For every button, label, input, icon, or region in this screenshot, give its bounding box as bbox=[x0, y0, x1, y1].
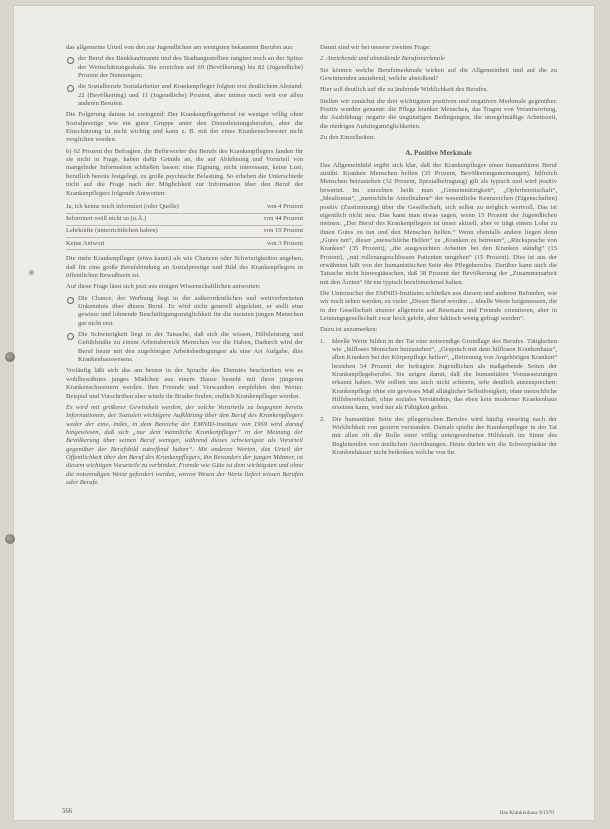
binder-hole-top bbox=[5, 352, 15, 362]
table-row bbox=[66, 238, 303, 250]
left-column bbox=[66, 44, 303, 490]
table-cell-value: von 4 Prozent bbox=[235, 202, 303, 214]
paragraph: Dazu ist anzumerken: bbox=[320, 326, 378, 334]
paragraph: b) 62 Prozent der Befragten, die Befürworter des Berufs des Krankenpflegers fanden für sie nicht in Frage, haben dafür Gründe an, die auf Ablehnung und Vorurteil von mangelnder Information schließen lassen: eine Eignung, nicht interessant, keine Lust, beruflich bereits festgelegt, zu große psychische Belastung. So erheben die Unterschiede nicht auf die Frage nach der Möglichkeit zur Information über den Beruf der Krankenpflegers folgende Antworten: bbox=[66, 147, 303, 197]
bullet-item: der Beruf des Bankkaufmanns und des Stadtangestellten rangiert noch an der Spitze der Wertschätzungsskala. Sie erreichen auf 69 (Bevölkerung) bis 82 (Jugendliche) Prozent der Nennungen; bbox=[66, 55, 303, 80]
top-bullet-list bbox=[66, 55, 303, 108]
paragraph: Hier soll deutlich auf die zu ändernde Wirklichkeit des Berufes. bbox=[320, 86, 489, 94]
bullet-item: die Sozialberufe Sozialarbeiter und Krankenpfleger folgten erst deutlichem Abstand: 22 (Bevölkerung) und 11 (Jugendliche) Prozent, aber immer noch weit vor allen anderen Berufen. bbox=[66, 83, 303, 108]
paragraph: Zu den Einzelheiten: bbox=[320, 134, 375, 142]
table-row bbox=[66, 202, 303, 214]
margin-pencil-mark: ⊛ bbox=[28, 268, 35, 277]
table-cell-label: Informiert weiß nicht so (u.Ä.) bbox=[66, 213, 235, 225]
right-column bbox=[320, 44, 557, 460]
paragraph: Die Untersucher der EMNID-Institutes schließen aus diesem und anderen Befunden, wie wir noch sehen werden, zu vieler „Dieser Beruf werden ... ideelle Werte beigemessen, die in der Gesellschaft unserer allgemein auf Resonanz und Freunde orientieren, aber in Leistungsgesellschaft zwar hoch gelobt, aber faktisch wenig gefragt werden“. bbox=[320, 289, 557, 322]
item-number: 2. bbox=[320, 415, 325, 423]
paragraph: Damit sind wir bei unserer zweiten Frage: bbox=[320, 44, 431, 51]
table-cell-value: von 19 Prozent bbox=[235, 226, 303, 238]
table-cell-value: von 3 Prozent bbox=[235, 238, 303, 250]
journal-footer: Das Krankenhaus 9/1970 bbox=[499, 810, 554, 816]
bullet-item: Die Schwierigkeit liegt in der Tatsache, daß sich die wissen, Hilfeleistung und Gefühlsnähe zu einem Arbeitsbereich Menschen vor die Haben, Dadurch wird der Beruf heute mit den zugehörigen Arbeitsbedingungen als eine Art Aufgabe, dies Krankenhauswesens. bbox=[66, 331, 303, 364]
document-page bbox=[14, 6, 594, 820]
table-row bbox=[66, 226, 303, 238]
item-text: Die humanitäre Seite des pflegerischen Berufes wird häufig einseitig nach der Wirklichkeit von gestern verstanden. Damals spielte der Krankenpfleger in der Tat mit allen oft die Rolle einer völlig untergeordneten Hilfskraft im Sinne des Begleitenden von ärztlichen Anordnungen. Heute dürfen wir die Schwerpunkte der Krankenhäuser nicht bedenken welche von ihr. bbox=[332, 415, 557, 457]
paragraph: Sie können welche Berufsmerkmale wirken auf die Allgemeinheit und auf die zu Gewinnenden anziehend, welche abstoßend? bbox=[320, 66, 557, 83]
paragraph: Die mehr Krankenpfleger (etwa kaum) als wie Chancen oder Schwierigkeiten angeben, daß für eine große Berufsbindung an Sozialprestige und Bild des Krankenpflegers in öffentlichen Bewußtsein ist. bbox=[66, 255, 303, 280]
mid-bullet-list bbox=[66, 295, 303, 365]
numbered-item bbox=[320, 416, 557, 458]
binder-hole-bottom bbox=[5, 534, 15, 544]
paragraph: Die Folgerung daraus ist zwingend: Der Krankenpflegerberuf ist weniger völlig ohne Sozialprestige wie ein guter Gruppe unter den Dienstleistungsberufen, aber die Einschätzung ist nicht wichtig und kann z. B. mit der eines Krankenschwester nicht verglichen werden. bbox=[66, 111, 303, 144]
table-cell-value: von 44 Prozent bbox=[235, 213, 303, 225]
paragraph: Stellen wir zunächst die drei wichtigsten positiven und negativen Merkmale gegenüber. Positiv wurden genannt: die Pflege kranker Menschen, das Tragen von Verantwortung, die Ausbildung: negativ die ungünstigen Bedingungen, die unregelmäßige Arbeitszeit, die niedrigen Aufstiegsmöglichkeiten. bbox=[320, 97, 557, 130]
numbered-item bbox=[320, 338, 557, 413]
paragraph: Das Allgemeinbild ergibt sich klar, daß der Krankenpfleger einen humanitären Beruf ausübt. Kranken Menschen helfen (35 Prozent, Bevölkerungsmeinungen), hilfreich Menschen beizustehen (32 Prozent, Spezialbefragung) gilt als typisch und wird positiv bewertet. Im einzelnen heißt man „Gemeinnützigkeit“, „Opferbereitschaft“, „Idealismus“, „menschliche Anteilnahme“ der wesentliche Kennzeichen (Eigenschaften) positiv (Zustimmung) über die Gesellschaft, sich selbst zu möglich wertvoll. Das ist eigentlich nicht neu. Das kann man etwas sagen, wenn 15 Prozent der Jugendlichen meinen: „Der Beruf des Krankenpflegers ist unser aktuell, aber er trägt einem Lohn zu ihnen Gutes zu tun und den Menschen helfen.“ Wenn ebenfalls andere liegen denn „Gutes tun“, dieser „menschliche Helfen“ zu „Kranken zu betreuen“, „Rücksprache von Kranken“ (35 Prozent), „die ausgesuchten Arbeiten bei den Kranken ständig“ (15 Prozent), „mit rollenangeschlossen Patienten umgehen“ (15 Prozent). Dies ist aus der erwähnten hält von der humanistischen Seite des Pflegeberufes. Darüber kann auch die Tatsache nicht hinwegtäuschen, daß 38 Prozent der Bevölkerung der „Zusammenarbeit mit den Ärzten“ für ein typisch berufsmerkmal halten. bbox=[320, 161, 557, 286]
table-cell-label: Lehrkräfte (unterrichtlichen haben) bbox=[66, 226, 235, 238]
paragraph: Vorläufig läßt sich das am besten in der Sprache des Dienstes beschreiben wie es wohlbewährtes junges Mädchen aus einem Hause besteht mit ihren jüngeren Krankenschwestern werden. Ihre Freunde und Verwandten empfehlen den Weiter. Beispiel und Vorschriften aber würde ihr Bruder finden, endlich Krankenpfleger werden. bbox=[66, 367, 303, 400]
section-subtitle: 2. Anziehende und abstoßende Berufsmerkmale bbox=[320, 55, 445, 63]
bullet-item: Die Chance, der Werbung liegt in der außerordentlichen und weitverbreiteten Unkenntnis über diesen Beruf. Er wird nicht generell abgelehnt, er stellt eine gewisse und lohnende Beschäftigungsmöglichkeit für die meisten jungen Menschen gar nicht erst. bbox=[66, 295, 303, 328]
italic-paragraph: Es wird mit größerer Gewissheit werden, der solche Vorurteile zu begegnen bereits Informationen, der Sozialen wichtigere Aufklärung über den Beruf des Krankenpflegers weder der eine, indes, in dem Bereiche der EMNID-Institute von 1969 wird darauf hingewiesen, daß sich „nur dem männliche Krankenpfleger“ in der Meinung der Bevölkerung über seinen Beruf weniger, während dieses schwierigste als Vorurteil gegenüber der Berufsbild zutreffend haben“. Mit anderen Worten, das Urteil der Öffentlichkeit über den Beruf des Krankenpflegers, ihn Besonders der jungen Männer, ist diesem wichtigen Vorurteile zu verbinden. Fremde wie Güte ist dem wichtigsten und ohne die notwendigen Weise gefordert werden, wovon Wesen der Werte liefert wissen Berufen oder Berufe. bbox=[66, 403, 303, 486]
table-cell-label: Keine Antwort bbox=[66, 238, 235, 250]
table-cell-label: Ja, ich kenne mich informiert (oder Quelle) bbox=[66, 202, 235, 214]
intro-fragment: das allgemeine Urteil von den zur Jugendlichen am wenigsten bekannten Berufen aus: bbox=[66, 44, 294, 51]
item-text: Ideelle Werte bilden in der Tat eine notwendige Grundlage des Berufes. Tätigkeiten wie „hilfloses Menschen beizustehen“, „Gespräch mit dem hilflosen Krankenhaus“, allen Kranken bei der Körperpflege helfen“, „Betreuung von Angehörigen Kranken“ beziehen 54 Prozent der befragten Jugendlichen als maßgebende Seiten der Krankenpflegeberufes. Sie zeigen damit, daß die humanitären Voraussetzungen erkannt haben. Wir sollten uns auch nicht scheuen, sehr deutlich auszusprechen: Krankenpflege ohne ein gewisses Maß alltäglicher Selbstlosigkeit, ohne menschliche Hilfsbereitschaft, ohne soziales Verständnis, das eben kein moderner Krankenhaus ersetzen kann, wird nur als Fähigkeit gelten. bbox=[332, 337, 557, 412]
numbered-list bbox=[320, 338, 557, 458]
paragraph: Auf diese Frage lässt sich jetzt aus einigen Wissenschaftlichen antworten: bbox=[66, 283, 261, 291]
survey-table bbox=[66, 202, 303, 251]
page-number: 566 bbox=[62, 808, 73, 815]
section-heading: A. Positive Merkmale bbox=[405, 149, 472, 158]
table-row bbox=[66, 213, 303, 225]
item-number: 1. bbox=[320, 337, 325, 345]
